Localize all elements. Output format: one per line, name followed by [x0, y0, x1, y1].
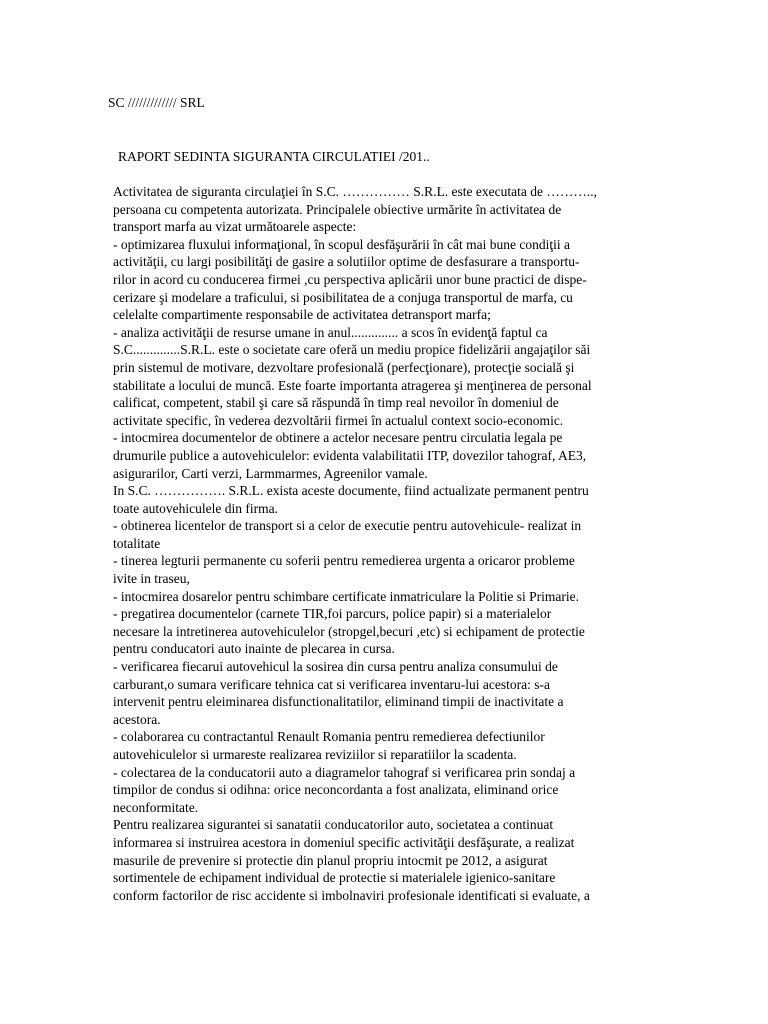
body-line: carburant,o sumara verificare tehnica cat si verificarea inventaru-lui acestora: s-a [113, 676, 551, 692]
body-line: conform factorilor de risc accidente si imbolnaviri profesionale identificati si evaluate, a [113, 887, 590, 903]
body-line: - optimizarea fluxului informaţional, în scopul desfăşurării în cât mai bune condiţii a [113, 236, 570, 252]
body-line: - colectarea de la conducatorii auto a diagramelor tahograf si verificarea prin sondaj a [113, 764, 576, 780]
body-line: Pentru realizarea sigurantei si sanatatii conducatorilor auto, societatea a continuat [113, 817, 554, 833]
body-line: ivite in traseu, [113, 571, 190, 587]
body-line: - colaborarea cu contractantul Renault Romania pentru remedierea defectiunilor [113, 729, 545, 745]
body-line: totalitate [113, 535, 161, 551]
body-line: timpilor de condus si odihna: orice neconcordanta a fost analizata, eliminand orice [113, 782, 559, 798]
body-line: activitate specific, în vederea dezvoltării firmei în actualul context socio-economic. [113, 412, 564, 428]
body-line: pentru conducatori auto inainte de plecarea in cursa. [113, 641, 395, 657]
body-line: - intocmirea documentelor de obtinere a actelor necesare pentru circulatia legala pe [113, 430, 563, 446]
body-line: calificat, competent, stabil şi care să răspundă în timp real nevoilor în domeniul de [113, 395, 559, 411]
body-line: intervenit pentru eleiminarea disfunctionalitatilor, eliminand timpii de inactivitate a [113, 694, 564, 710]
body-line: rilor in acord cu conducerea firmei ,cu perspectiva aplicării unor bune practici de dispe- [113, 271, 587, 287]
body-line: - verificarea fiecarui autovehicul la sosirea din cursa pentru analiza consumului de [113, 659, 558, 675]
body-line: stabilitate a locului de muncă. Este foarte importanta atragerea şi menţinerea de personal [113, 377, 592, 393]
body-line: informarea si instruirea acestora in domeniul specific activităţii desfăşurate, a realizat [113, 834, 575, 850]
body-line: - analiza activităţii de resurse umane in anul.............. a scos în evidenţă faptul ca [113, 324, 548, 340]
body-line: prin sistemul de motivare, dezvoltare profesională (perfecţionare), protecţie socială şi [113, 359, 575, 375]
body-line: masurile de prevenire si protectie din planul propriu intocmit pe 2012, a asigurat [113, 852, 548, 868]
body-line: neconformitate. [113, 799, 199, 815]
body-line: - tinerea legturii permanente cu soferii pentru remedierea urgenta a oricaror probleme [113, 553, 575, 569]
report-title: RAPORT SEDINTA SIGURANTA CIRCULATIEI /201.. [118, 149, 430, 164]
body-line: - pregatirea documentelor (carnete TIR,foi parcurs, police papir) si a materialelor [113, 606, 552, 622]
body-line: celelalte compartimente responsabile de activitatea detransport marfa; [113, 307, 491, 323]
body-line: In S.C. ……………. S.R.L. exista aceste documente, fiind actualizate permanent pentru [113, 483, 589, 499]
body-line: cerizare şi modelare a traficului, si posibilitatea de a conjuga transportul de marfa, cu [113, 289, 573, 305]
body-line: autovehiculelor si urmareste realizarea reviziilor si reparatiilor la scadenta. [113, 747, 517, 762]
body-line: Activitatea de siguranta circulaţiei în S.C. …………… S.R.L. este executata de ……….., [113, 184, 598, 199]
body-line: S.C..............S.R.L. este o societate care oferă un mediu propice fidelizării angajaţilor săi [113, 342, 591, 358]
body-line: drumurile publice a autovehiculelor: evidenta valabilitatii ITP, dovezilor tahograf, AE3, [113, 447, 587, 463]
body-line: transport marfa au vizat următoarele aspecte: [113, 219, 357, 235]
body-line: - obtinerea licentelor de transport si a celor de executie pentru autovehicule- realizat in [113, 518, 582, 534]
report-body [113, 183, 658, 904]
body-line: necesare la intretinerea autovehiculelor (stropgel,becuri ,etc) si echipament de protectie [113, 623, 585, 639]
body-line: sortimentele de echipament individual de protectie si materialele igienico-sanitare [113, 870, 556, 886]
body-line: activităţii, cu largi posibilităţi de gasire a solutiilor optime de desfasurare a transportu- [113, 254, 580, 270]
body-line: asigurarilor, Carti verzi, Larmmarmes, Agreenilor vamale. [113, 465, 428, 481]
body-line: - intocmirea dosarelor pentru schimbare certificate inmatriculare la Politie si Primarie. [113, 588, 579, 604]
company-name: SC ///////////// SRL [108, 95, 205, 110]
body-line: acestora. [113, 711, 161, 727]
body-line: toate autovehiculele din firma. [113, 500, 278, 516]
body-line: persoana cu competenta autorizata. Principalele obiective urmărite în activitatea de [113, 201, 562, 217]
